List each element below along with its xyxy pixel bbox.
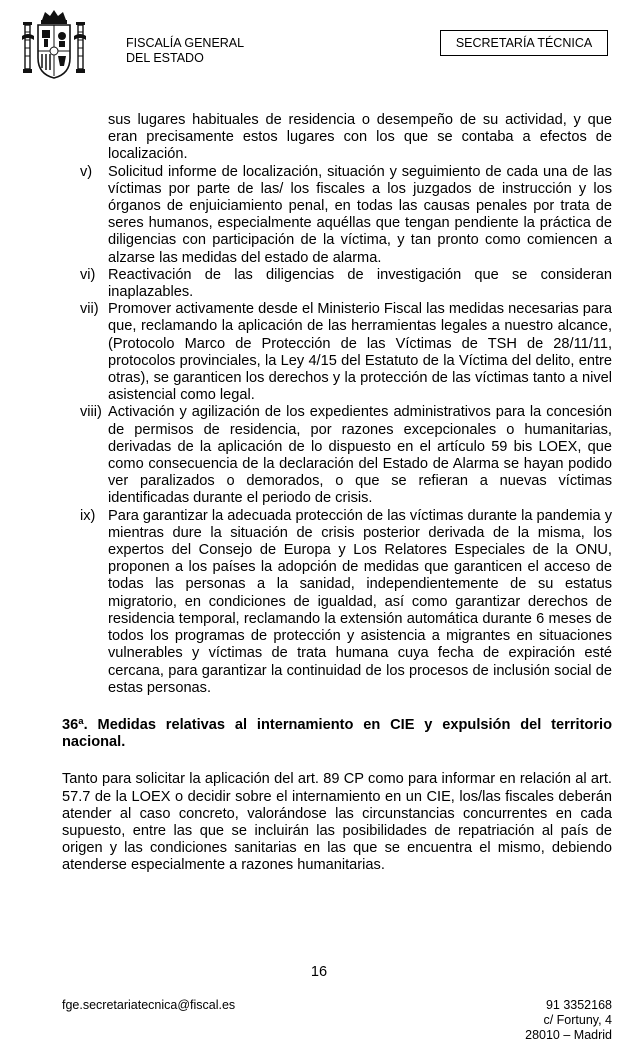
section-label: SECRETARÍA TÉCNICA: [440, 30, 608, 56]
list-item-number: ix): [80, 507, 96, 524]
list-item-number: vi): [80, 266, 96, 283]
footer-street: c/ Fortuny, 4: [543, 1013, 612, 1027]
list-item-text: Solicitud informe de localización, situación y seguimiento de cada una de las víctimas por parte de las/ los fiscales a los juzgados de instrucción y los órganos de enjuiciamiento penal, en todas las causas penales por trata de seres humanos, especialmente aquéllas que tengan pendiente la práctica de diligencias con participación de la víctima, y tan pronto como comiencen a alzarse las medidas del estado de alarma.: [108, 163, 612, 266]
footer-phone: 91 3352168: [545, 998, 612, 1012]
footer-city: 28010 – Madrid: [525, 1028, 612, 1042]
spain-coat-of-arms-icon: [20, 8, 88, 82]
list-item-number: v): [80, 163, 93, 180]
footer-email: fge.secretariatecnica@fiscal.es: [62, 998, 236, 1012]
document-body: [62, 112, 612, 875]
organization-name: [126, 36, 244, 66]
continuation-text: sus lugares habituales de residencia o desempeño de su actividad, y que eran precisamente estos lugares con los que se contaba a efectos de localización.: [108, 112, 612, 163]
list-item: [62, 508, 612, 697]
organization-name-line-1: FISCALÍA GENERAL: [126, 36, 245, 50]
footer-address: [525, 998, 612, 1043]
list-item-number: vii): [80, 301, 99, 318]
page-number: 16: [310, 964, 328, 980]
body-paragraph: Tanto para solicitar la aplicación del art. 89 CP como para informar en relación al art. 57.7 de la LOEX o decidir sobre el internamiento en un CIE, los/las fiscales deberán atender al caso concreto, valorándose las circunstancias concurrentes en cada supuesto, entre las que se incluirán las posibilidades de repatriación al país de origen y las condiciones sanitarias en las que se encuentra el mismo, debiendo atenderse especialmente a razones humanitarias.: [62, 771, 612, 874]
list-item: [62, 404, 612, 507]
list-item: [62, 267, 612, 301]
list-item-text: Reactivación de las diligencias de investigación que se consideran inaplazables.: [108, 266, 612, 301]
list-item: [62, 301, 612, 404]
organization-name-line-2: DEL ESTADO: [126, 51, 204, 65]
list-item-text: Activación y agilización de los expedientes administrativos para la concesión de permisos de residencia, por razones excepcionales o humanitarias, derivadas de la aplicación de lo dispuesto en el artículo 59 bis LOEX, que como consecuencia de la declaración del Estado de Alarma se hayan podido ver paralizados o demorados, o que se refieran a nuevas víctimas identificadas durante el periodo de crisis.: [108, 404, 612, 507]
list-item-text: Promover activamente desde el Ministerio Fiscal las medidas necesarias para que, reclamando la aplicación de las herramientas legales a nuestro alcance, (Protocolo Marco de Protección de las Víctimas de TSH de 28/11/11, protocolos provinciales, la Ley 4/15 del Estatuto de la Víctima del delito, entre otras), se garanticen los derechos y la protección de las víctimas tanto a nivel asistencial como legal.: [108, 301, 612, 404]
list-item-text: Para garantizar la adecuada protección de las víctimas durante la pandemia y mientras dure la situación de crisis posterior derivada de la misma, los expertos del Consejo de Europa y Los Relatores Especiales de la ONU, proponen a los países la adopción de medidas que garanticen el acceso de todas las personas a la sanidad, independientemente de su estatus migratorio, en condiciones de igualdad, así como garantizar derechos de residencia temporal, reclamando la extensión automática durante 6 meses de todos los programas de protección y asistencia a migrantes en situaciones vulnerables y víctimas de trata humana cuya fecha de expiración esté cercana, para garantizar la continuidad de los procesos de inclusión social de estas personas.: [108, 507, 612, 696]
list-item: [62, 164, 612, 267]
list-item-number: viii): [80, 404, 102, 421]
section-heading: 36ª. Medidas relativas al internamiento en CIE y expulsión del territorio nacional.: [62, 716, 612, 751]
